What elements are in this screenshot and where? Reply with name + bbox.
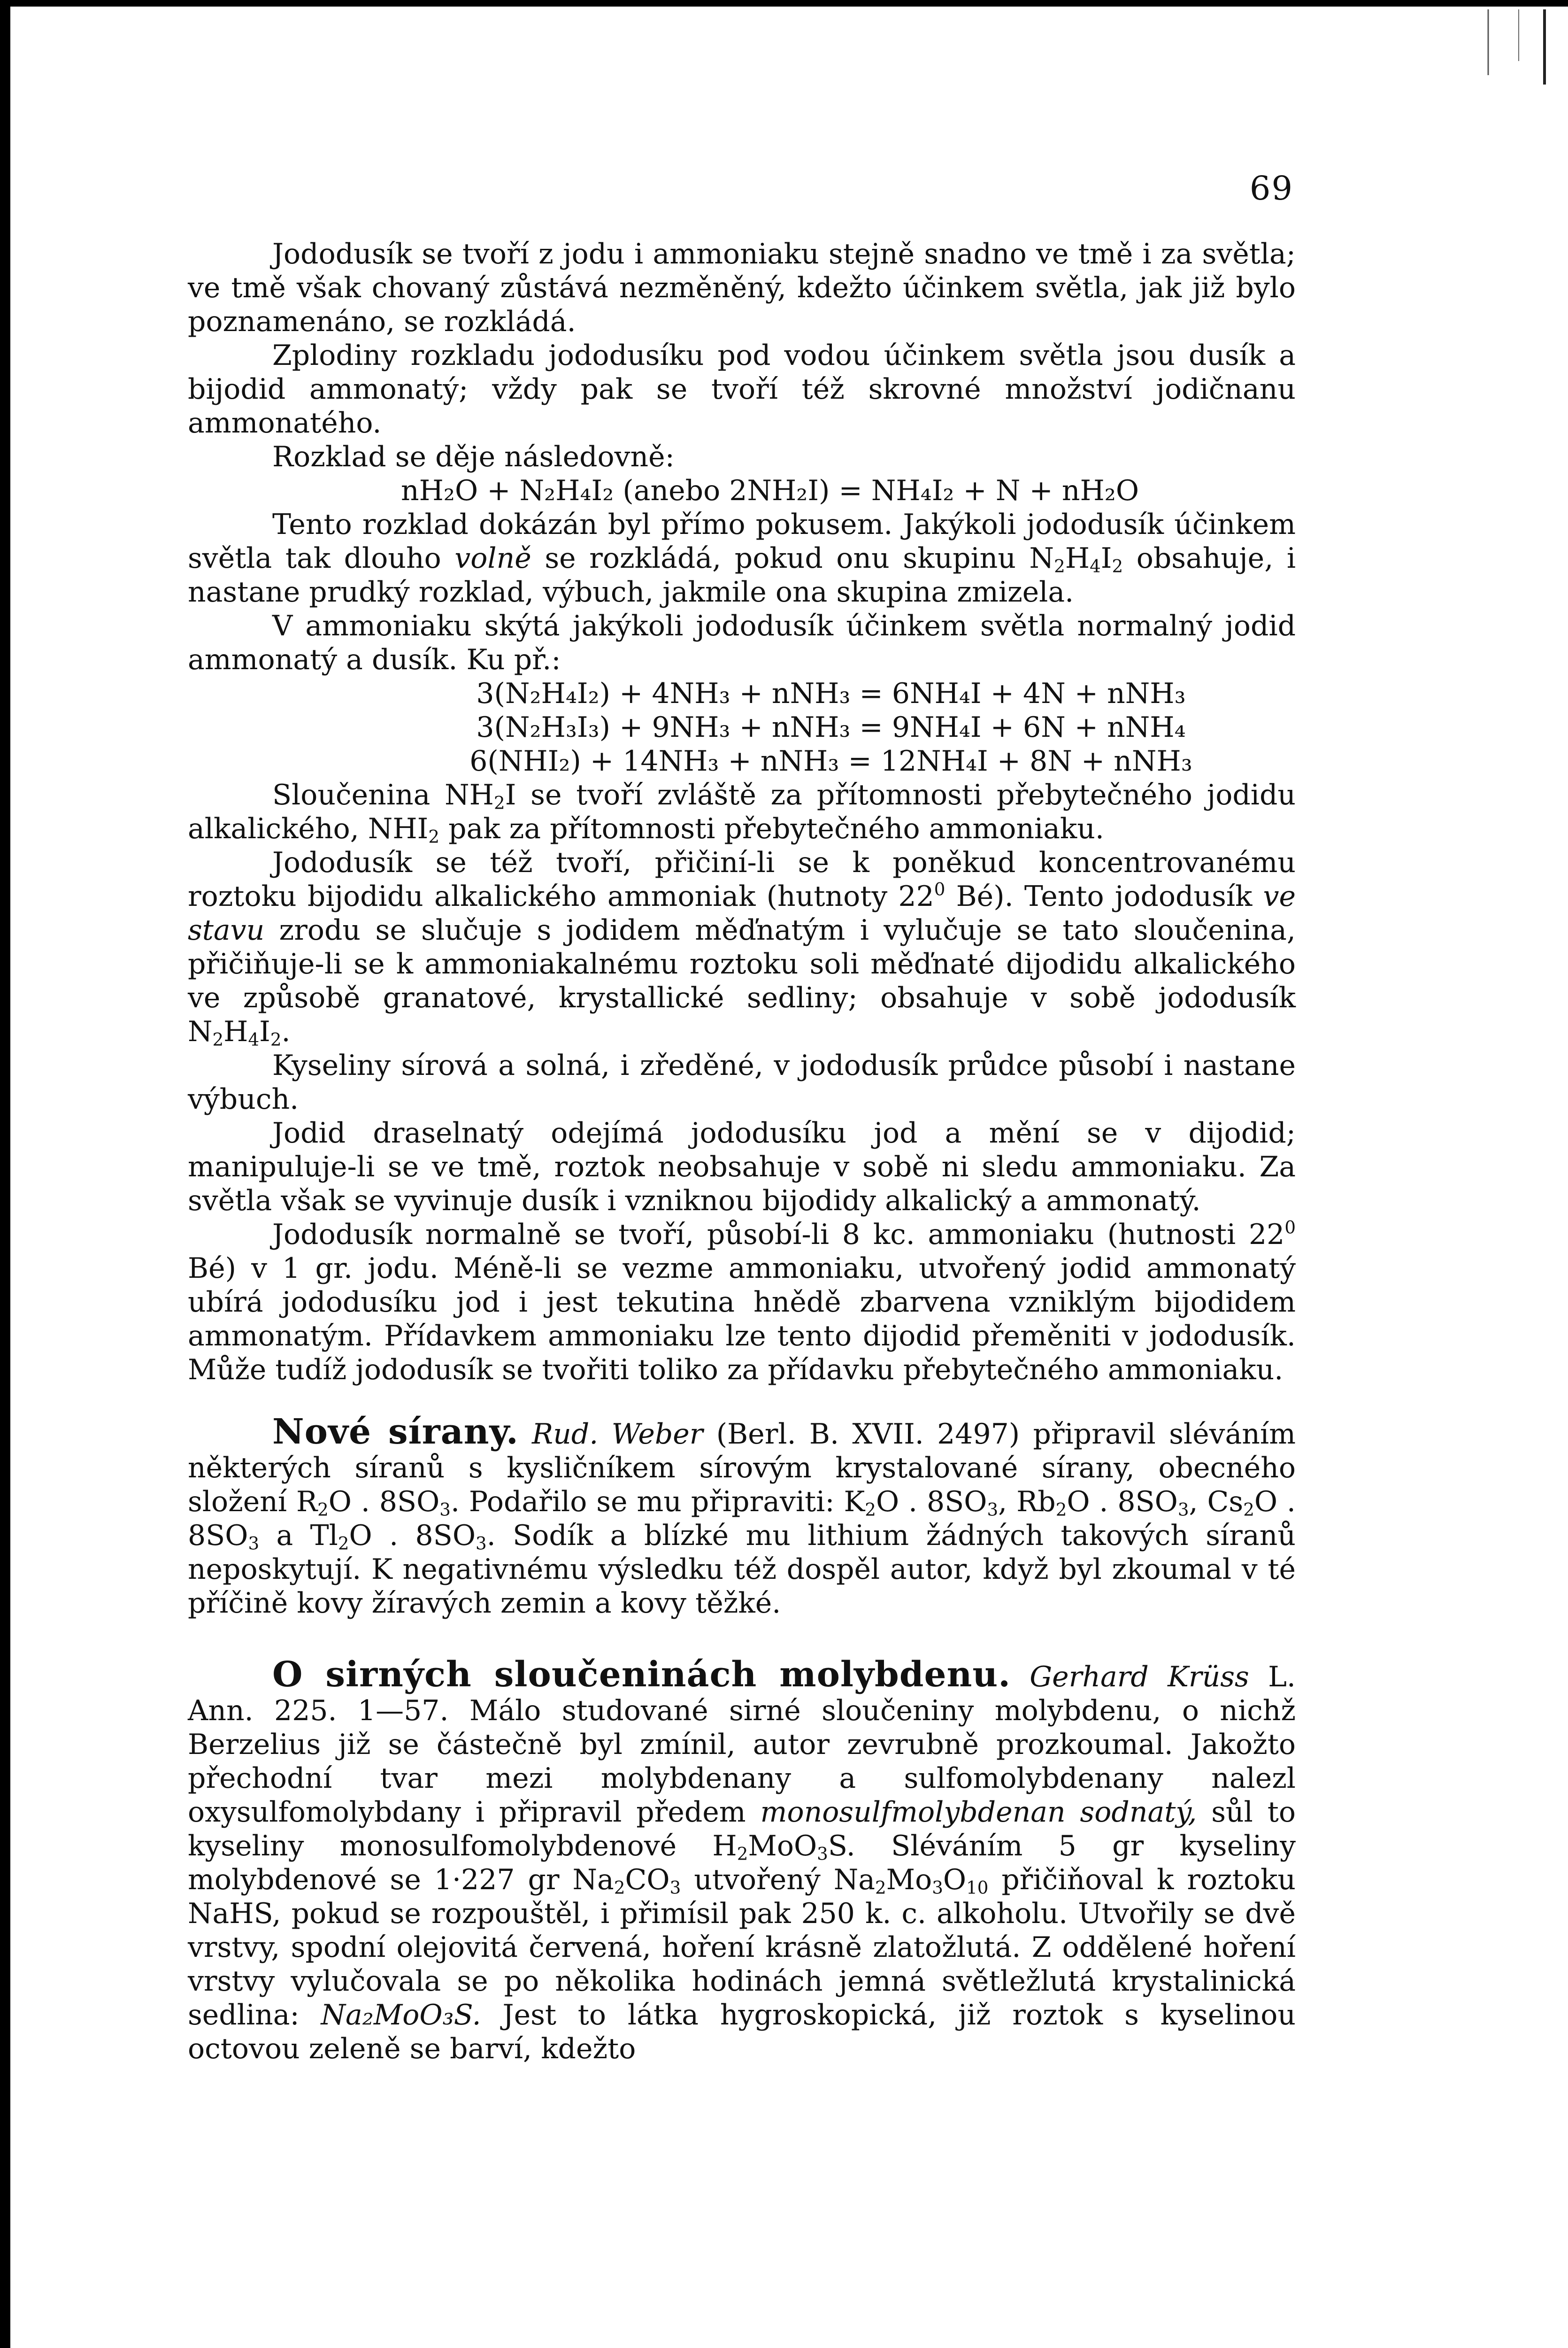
paragraph: Jodid draselnatý odejímá jododusíku jod a mění se v dijodid; manipuluje-li se ve tmě, roztok neobsahuje v sobě ni sledu ammoniaku. Za světla však se vyvinuje dusík i vzniknou bijodidy alkalický a ammonatý. — [188, 1117, 1296, 1217]
page-body — [188, 237, 1296, 2066]
scan-border-left — [0, 0, 10, 2348]
paragraph: Rozklad se děje následovně: — [272, 440, 675, 473]
equation: nH₂O + N₂H₄I₂ (anebo 2NH₂I) = NH₄I₂ + N + nH₂O — [400, 474, 1139, 507]
paragraph: Zplodiny rozkladu jododusíku pod vodou účinkem světla jsou dusík a bijodid ammonatý; vždy pak se tvoří též skrovné množství jodičnanu ammonatého. — [188, 339, 1296, 440]
author: Rud. Weber — [532, 1418, 703, 1451]
paragraph: Jododusík se též tvoří, přičiní-li se k poněkud koncentrovanému roztoku bijodidu alkalického ammoniak (hutnoty $22^0$ Bé). Tento jododusík ve stavu zrodu se slučuje s jodidem měďnatým i vylučuje se tato sloučenina, přičiňuje-li se k ammoniakalnému roztoku soli měďnaté dijodidu alkalického ve způsobě granatové, krystallické sedliny; obsahuje v sobě jododusík $N_2H_4I_2$. — [188, 846, 1296, 1050]
section-heading: Nové sírany. — [272, 1412, 519, 1452]
paragraph: Jododusík normalně se tvoří, působí-li 8 kc. ammoniaku (hutnosti $22^0$ Bé) v 1 gr. jodu. Méně-li se vezme ammoniaku, utvořený jodid ammonatý ubírá jododusíku jod i jest tekutina hnědě zbarvena vzniklým bijodidem ammonatým. Přídavkem ammoniaku lze tento dijodid přeměniti v jododusík. Může tudíž jododusík se tvořiti toliko za přídavku přebytečného ammoniaku. — [188, 1217, 1296, 1386]
section-molybden: O sirných sloučeninách molybdenu. Gerhard Krüss L. Ann. 225. 1—57. Málo studované sirné sloučeniny molybdenu, o nichž Berzelius již se částečně byl zmínil, autor zevrubně prozkoumal. Jakožto přechodní tvar mezi molybdenany a sulfomolybdenany nalezl oxysulfomolybdany i připravil předem monosulfmolybdenan sodnatý, sůl to kyseliny monosulfomolybdenové $H_2MoO_3S$. Sléváním 5 gr kyseliny molybdenové se 1·227 gr $Na_2CO_3$ utvořený $Na_2Mo_3O_{10}$ přičiňoval k roztoku NaHS, pokud se rozpouštěl, i přimísil pak 250 k. c. alkoholu. Utvořily se dvě vrstvy, spodní olejovitá červená, hoření krásně zlatožlutá. Z oddělené hoření vrstvy vylučovala se po několika hodinách jemná světležlutá krystalinická sedlina: Na₂MoO₃S. Jest to látka hygroskopická, již roztok s kyselinou octovou zeleně se barví, kdežto — [188, 1654, 1296, 2065]
paragraph: V ammoniaku skýtá jakýkoli jododusík účinkem světla normalný jodid ammonatý a dusík. Ku př.: — [188, 610, 1296, 676]
page-number: 69 — [1249, 169, 1293, 208]
equation: 3(N₂H₃I₃) + 9NH₃ + nNH₃ = 9NH₄I + 6N + nNH₄ — [476, 711, 1186, 744]
paragraph: Sloučenina $NH_2I$ se tvoří zvláště za přítomnosti přebytečného jodidu alkalického, $NHI_2$ pak za přítomnosti přebytečného ammoniaku. — [188, 779, 1296, 847]
scan-corner-marks — [1474, 9, 1549, 85]
author: Gerhard Krüss — [1030, 1661, 1249, 1693]
section-heading: O sirných sloučeninách molybdenu. — [272, 1654, 1011, 1695]
paragraph: Kyseliny sírová a solná, i zředěné, v jododusík průdce působí i nastane výbuch. — [188, 1049, 1296, 1116]
equation: 6(NHI₂) + 14NH₃ + nNH₃ = 12NH₄I + 8N + nNH₃ — [469, 745, 1192, 778]
paragraph: Jododusík se tvoří z jodu i ammoniaku stejně snadno ve tmě i za světla; ve tmě však chovaný zůstává nezměněný, kdežto účinkem světla, jak již bylo poznamenáno, se rozkládá. — [188, 238, 1296, 338]
equation: 3(N₂H₄I₂) + 4NH₃ + nNH₃ = 6NH₄I + 4N + nNH₃ — [476, 677, 1186, 710]
paragraph: Tento rozklad dokázán byl přímo pokusem. Jakýkoli jododusík účinkem světla tak dlouho volně se rozkládá, pokud onu skupinu $N_2H_4I_2$ obsahuje, i nastane prudký rozklad, výbuch, jakmile ona skupina zmizela. — [188, 508, 1296, 609]
section-nove-sirany: Nové sírany. Rud. Weber (Berl. B. XVII. 2497) připravil sléváním některých síranů s kysličníkem sírovým krystalované sírany, obecného složení $R_2O$ . $8SO_3$. Podařilo se mu připraviti: $K_2O$ . $8SO_3$, $Rb_2O$ . $8SO_3$, $Cs_2O$ . $8SO_3$ a $Tl_2O$ . $8SO_3$. Sodík a blízké mu lithium žádných takových síranů neposkytují. K negativnému výsledku též dospěl autor, když byl zkoumal v té příčině kovy žíravých zemin a kovy těžké. — [188, 1412, 1296, 1620]
scan-border-top — [0, 0, 1568, 7]
